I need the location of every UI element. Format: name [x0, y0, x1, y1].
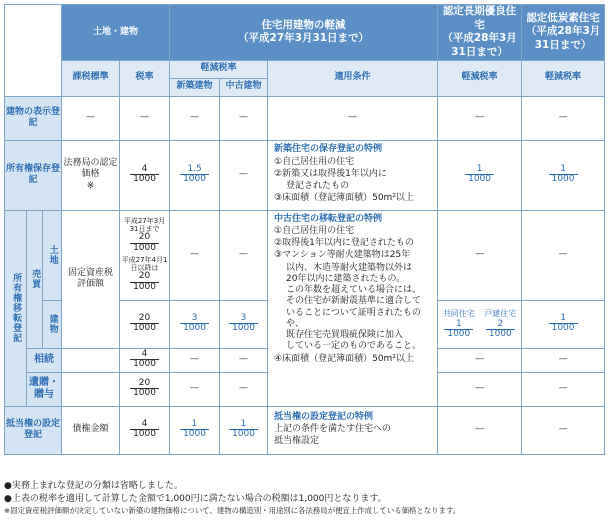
frac-num: 20: [130, 379, 159, 389]
frac-den: 1000: [551, 174, 575, 185]
preservation-tax-base-note: ※: [86, 180, 95, 191]
preservation-long-rate: [438, 140, 522, 210]
transfer-building-low: [522, 300, 605, 348]
row-gift-label: 遺贈・贈与: [27, 372, 62, 406]
detached-label: 戸建住宅: [484, 308, 517, 318]
registration-tax-table-body: [4, 4, 605, 455]
row-transfer-label: 所有権移転登記: [5, 210, 27, 406]
frac-num: 20: [130, 272, 159, 282]
frac-den: 1000: [232, 429, 255, 440]
frac-den: 1000: [133, 174, 156, 185]
footnote-1: ●実務上まれな登記の分類は省略しました。: [4, 481, 183, 491]
reduction-period: （平成27年3月31日まで）: [238, 32, 370, 45]
cond-line: ①自己居住用の住宅: [274, 225, 355, 236]
frac-num: 4: [130, 165, 159, 175]
mortgage-tax-base: 債権金額: [62, 406, 120, 454]
long-term-period: （平成28年3月31日まで）: [442, 32, 517, 58]
header-tax-base: 課税標準: [62, 60, 120, 96]
header-low-carbon-rate: 軽減税率: [522, 60, 605, 96]
cond-line: その住宅が新耐震基準に適合して: [286, 296, 422, 307]
frac-den: 1000: [133, 281, 156, 292]
frac-den: 1000: [183, 429, 206, 440]
preservation-low-rate: [522, 140, 605, 210]
frac-den: 1000: [133, 429, 156, 440]
shared-label: 共同住宅: [442, 308, 475, 318]
display-rate: —: [120, 96, 170, 140]
preservation-cond-title: 新築住宅の保存登記の特例: [274, 144, 383, 155]
preservation-tax-base-text: 法務局の認定価格: [63, 158, 118, 180]
inherit-used: —: [220, 348, 268, 372]
row-land-label: 土地: [43, 210, 62, 300]
frac-num: 4: [130, 350, 159, 360]
cond-line: ②新築又は取得後1年以内に: [274, 168, 387, 179]
transfer-land-long: —: [438, 210, 522, 300]
frac-num: 20: [130, 233, 159, 243]
frac-num: 1: [465, 165, 494, 175]
mortgage-conditions: [268, 406, 438, 454]
preservation-used-rate: —: [220, 140, 268, 210]
corner-cell: [5, 5, 62, 97]
row-building-label: 建物: [43, 300, 62, 348]
cond-line: 20年以内に建築されたもの。: [286, 273, 406, 284]
transfer-land-used: —: [220, 210, 268, 300]
mortgage-used-rate: [220, 406, 268, 454]
frac-den: 1000: [488, 329, 512, 340]
inherit-long: —: [438, 348, 522, 372]
transfer-building-rate: [120, 300, 170, 348]
mortgage-rate: [120, 406, 170, 454]
transfer-building-used: [220, 300, 268, 348]
cond-line: 既存住宅売買瑕疵保険に加入: [286, 330, 404, 341]
header-new-building: 新築建物: [170, 78, 220, 96]
frac-den: 1000: [232, 323, 255, 334]
frac-num: 1: [444, 320, 473, 330]
header-low-carbon: [522, 5, 605, 61]
display-used: —: [220, 96, 268, 140]
header-reduced-rate: 軽減税率: [170, 60, 268, 78]
cond-line: ①自己居住用の住宅: [274, 156, 355, 167]
inherit-tax-base: [62, 348, 120, 372]
cond-line: いることについて証明されたものや、: [286, 307, 421, 329]
row-mortgage-label: 抵当権の設定登記: [5, 406, 62, 454]
land-rate-note-2: 平成27年4月1日以降は: [121, 256, 168, 273]
frac-den: 1000: [133, 359, 156, 370]
land-rate-note-1: 平成27年3月31日まで: [123, 217, 166, 234]
gift-tax-base: [62, 372, 120, 406]
frac-num: 3: [229, 314, 258, 324]
inherit-low: —: [522, 348, 605, 372]
transfer-cond-title: 中古住宅の移転登記の特例: [274, 213, 383, 224]
gift-rate: [120, 372, 170, 406]
gift-used: —: [220, 372, 268, 406]
cond-line: ③マンション等耐火建築物は25年: [274, 250, 411, 261]
frac-num: 1: [229, 420, 258, 430]
low-carbon-period: （平成28年3月31日まで）: [525, 25, 601, 52]
frac-den: 1000: [133, 388, 156, 399]
row-sale-label: 売買: [27, 210, 43, 348]
preservation-conditions: [268, 140, 438, 210]
cond-line: ④床面積（登記簿面積）50m²以上: [274, 353, 414, 364]
footnote-2: ●上表の税率を適用して計算した金額で1,000円に満たない場合の税額は1,000円となります。: [4, 493, 387, 504]
cond-line: 以内、木造等耐火建築物以外は: [286, 262, 413, 273]
cond-line: ②取得後1年以内に登記されたもの: [274, 238, 414, 249]
transfer-land-low: —: [522, 210, 605, 300]
inherit-new: —: [170, 348, 220, 372]
mortgage-new-rate: [170, 406, 220, 454]
frac-num: 2: [486, 320, 515, 330]
gift-long: —: [438, 372, 522, 406]
frac-den: 1000: [447, 329, 471, 340]
low-carbon-title: 認定低炭素住宅: [526, 11, 600, 24]
display-low: —: [522, 96, 605, 140]
cond-line: 抵当権設定: [274, 436, 320, 447]
cond-line: 上記の条件を満たす住宅への: [274, 423, 392, 434]
header-tax-rate: 税率: [120, 60, 170, 96]
cond-line: している一定のものであること。: [286, 341, 422, 352]
display-conditions: —: [268, 96, 438, 140]
transfer-conditions: [268, 210, 438, 406]
display-long: —: [438, 96, 522, 140]
frac-num: 1.5: [180, 165, 209, 175]
header-used-building: 中古建物: [220, 78, 268, 96]
gift-low: —: [522, 372, 605, 406]
preservation-rate: [120, 140, 170, 210]
header-long-term-rate: 軽減税率: [438, 60, 522, 96]
gift-new: —: [170, 372, 220, 406]
header-long-term: [438, 5, 522, 61]
long-term-title: 認定長期優良住宅: [442, 5, 517, 31]
frac-num: 1: [549, 165, 578, 175]
preservation-new-rate: [170, 140, 220, 210]
transfer-tax-base: 固定資産税評価額: [62, 210, 120, 348]
mortgage-cond-title: 抵当権の設定登記の特例: [274, 411, 374, 422]
frac-den: 1000: [183, 323, 206, 334]
row-display-label: 建物の表示登記: [5, 96, 62, 140]
display-tax-base: —: [62, 96, 120, 140]
cond-line: 登記されたもの: [286, 181, 350, 192]
display-new: —: [170, 96, 220, 140]
preservation-tax-base: [62, 140, 120, 210]
frac-num: 3: [180, 314, 209, 324]
frac-num: 20: [130, 314, 159, 324]
frac-den: 1000: [183, 174, 206, 185]
reduction-title: 住宅用建物の軽減: [261, 18, 346, 31]
row-inherit-label: 相続: [27, 348, 62, 372]
transfer-land-new: —: [170, 210, 220, 300]
frac-den: 1000: [133, 242, 156, 253]
header-land-building: 土地・建物: [62, 5, 170, 61]
frac-num: 1: [180, 420, 209, 430]
footnotes: [4, 480, 608, 516]
inherit-rate: [120, 348, 170, 372]
header-conditions: 適用条件: [268, 60, 438, 96]
transfer-building-long: [438, 300, 522, 348]
frac-den: 1000: [551, 323, 575, 334]
header-reduction: [170, 5, 438, 61]
cond-line: ③床面積（登記簿面積）50m²以上: [274, 193, 414, 204]
footnote-3: ※固定資産税評価額が決定していない新築の建物価格について、建物の構造別・用途別に各法務局が便宜上作成している価格となります。: [4, 505, 461, 515]
cond-line: この年数を超えている場合には、: [286, 285, 422, 296]
frac-num: 1: [549, 314, 578, 324]
frac-num: 4: [130, 420, 159, 430]
mortgage-low: —: [522, 406, 605, 454]
row-preservation-label: 所有権保存登記: [5, 140, 62, 210]
transfer-land-rate: [120, 210, 170, 300]
mortgage-long: —: [438, 406, 522, 454]
transfer-building-new: [170, 300, 220, 348]
frac-den: 1000: [133, 323, 156, 334]
frac-den: 1000: [468, 174, 492, 185]
